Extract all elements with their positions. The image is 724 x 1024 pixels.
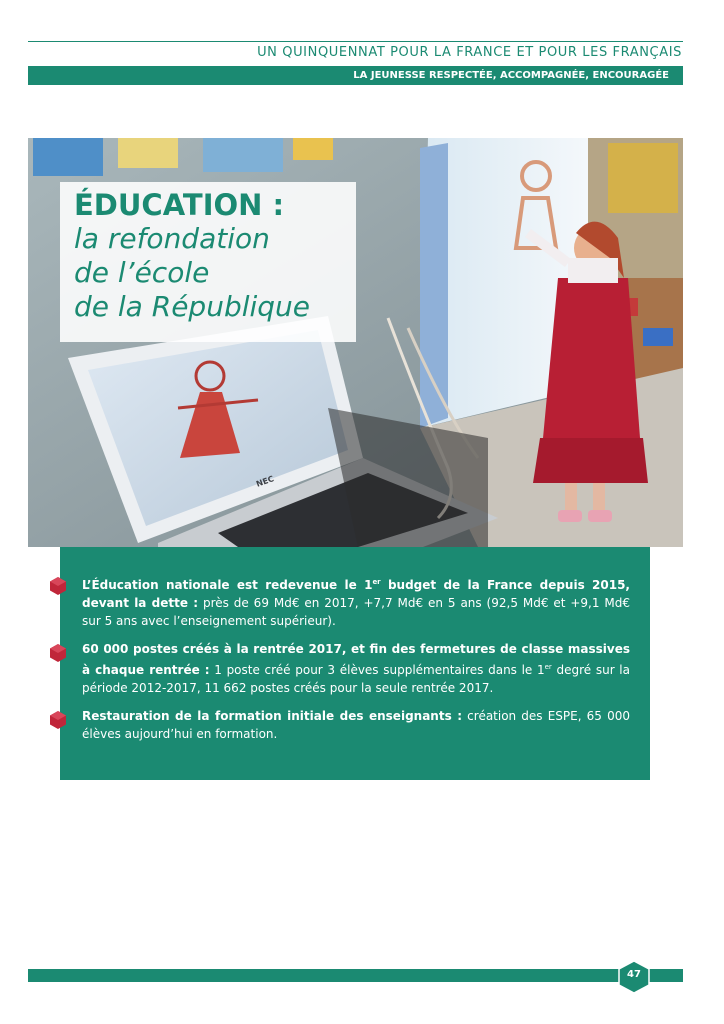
hero-title: ÉDUCATION : xyxy=(74,188,285,222)
hexagon-bullet-icon xyxy=(48,710,68,730)
fact-item-budget xyxy=(82,573,630,630)
hexagon-bullet-icon xyxy=(48,643,68,663)
hero-subtitle-line-1: la refondation xyxy=(74,222,270,255)
key-facts-box xyxy=(60,547,650,780)
fact-budget-sup: er xyxy=(372,578,381,586)
page-number: 47 xyxy=(627,969,641,980)
header-rule xyxy=(28,41,683,42)
hexagon-bullet-icon xyxy=(48,576,68,596)
fact-formation-bold: Restauration de la formation initiale des enseignants : xyxy=(82,709,463,723)
fact-budget-bold-b: budget de la France depuis 2015, devant la dette : xyxy=(82,578,630,610)
fact-item-postes xyxy=(82,640,630,697)
fact-budget-text: près de 69 Md€ en 2017, +7,7 Md€ en 5 ans (92,5 Md€ et +9,1 Md€ sur 5 ans avec l’enseignement supérieur). xyxy=(82,596,630,628)
hero-title-box xyxy=(60,182,356,342)
hero-subtitle-line-3: de la République xyxy=(74,290,311,323)
fact-postes-text-a: 1 poste créé pour 3 élèves supplémentaires dans le 1 xyxy=(209,663,545,677)
footer-band xyxy=(28,969,683,982)
fact-formation-text: création des ESPE, 65 000 élèves aujourd’hui en formation. xyxy=(82,709,630,741)
fact-postes-text-b: degré sur la période 2012-2017, 11 662 postes créés pour la seule rentrée 2017. xyxy=(82,663,630,695)
fact-postes-bold: 60 000 postes créés à la rentrée 2017, et fin des fermetures de classe massives à chaque rentrée : xyxy=(82,642,630,677)
fact-item-formation xyxy=(82,707,630,743)
header-title: UN QUINQUENNAT POUR LA FRANCE ET POUR LES FRANÇAIS xyxy=(257,45,682,60)
header-subtitle-band: LA JEUNESSE RESPECTÉE, ACCOMPAGNÉE, ENCOURAGÉE xyxy=(28,66,683,85)
fact-postes-sup: er xyxy=(544,663,552,671)
laptop-brand-label: NEC xyxy=(255,474,276,489)
fact-budget-bold-a: L’Éducation nationale est redevenue le 1 xyxy=(82,578,373,592)
hero-subtitle-line-2: de l’école xyxy=(74,256,210,289)
